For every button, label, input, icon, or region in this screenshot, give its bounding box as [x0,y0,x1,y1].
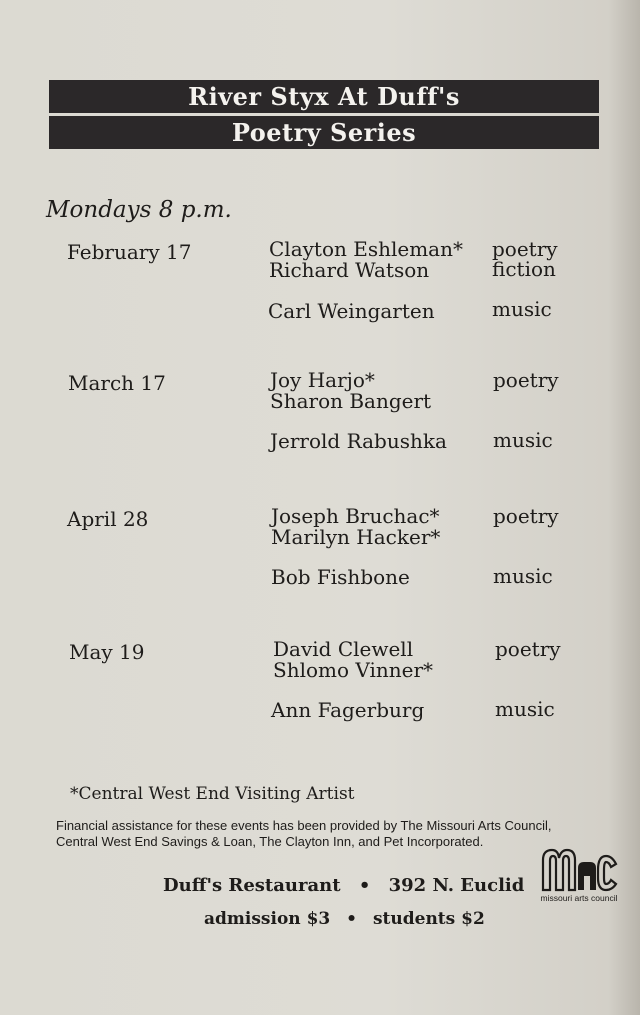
student-price: students $2 [372,909,485,929]
performer-kind: music [493,564,553,588]
performer-name: Joseph Bruchac* [271,504,440,528]
venue-line [163,875,524,896]
event-date: April 28 [67,507,149,531]
performer-name: Carl Weingarten [268,299,435,323]
performer-kind: music [495,697,555,721]
performer-name: Shlomo Vinner* [273,658,434,682]
visiting-artist-footnote: *Central West End Visiting Artist [70,784,355,804]
performer-name: Ann Fagerburg [271,698,425,722]
admission-price: admission $3 [204,909,331,929]
subtitle-banner: Poetry Series [49,116,599,149]
title-banner: River Styx At Duff's [49,80,599,113]
event-date: May 19 [69,640,145,664]
performer-kind: poetry [493,504,559,528]
performer-name: Sharon Bangert [270,389,432,413]
performer-name: Richard Watson [269,258,430,282]
performer-kind: poetry [493,368,559,392]
performer-name: Bob Fishbone [271,565,410,589]
performer-name: Jerrold Rabushka [270,429,447,453]
missouri-arts-council-logo [538,846,620,904]
logo-caption: missouri arts council [540,893,618,903]
venue-name: Duff's Restaurant [163,875,341,896]
event-date: March 17 [68,371,166,395]
performer-kind: poetry [492,237,558,261]
bullet-separator: • [346,909,358,929]
bullet-separator: • [358,875,371,896]
performer-name: Marilyn Hacker* [271,525,441,549]
performer-kind: poetry [495,637,561,661]
performer-kind: music [493,428,553,452]
event-date: February 17 [67,240,192,264]
admission-line [204,909,485,929]
performer-name: Clayton Eshleman* [269,237,463,261]
venue-address: 392 N. Euclid [388,875,525,896]
performer-kind: music [492,297,552,321]
performer-name: Joy Harjo* [270,368,375,392]
performer-kind: fiction [492,257,556,281]
performer-name: David Clewell [273,637,414,661]
schedule-subheading: Mondays 8 p.m. [46,197,232,223]
funding-credit: Financial assistance for these events has been provided by The Missouri Arts Council, Central West End Savings & Loan, The Clayton Inn, and Pet Incorporated. [56,818,552,849]
